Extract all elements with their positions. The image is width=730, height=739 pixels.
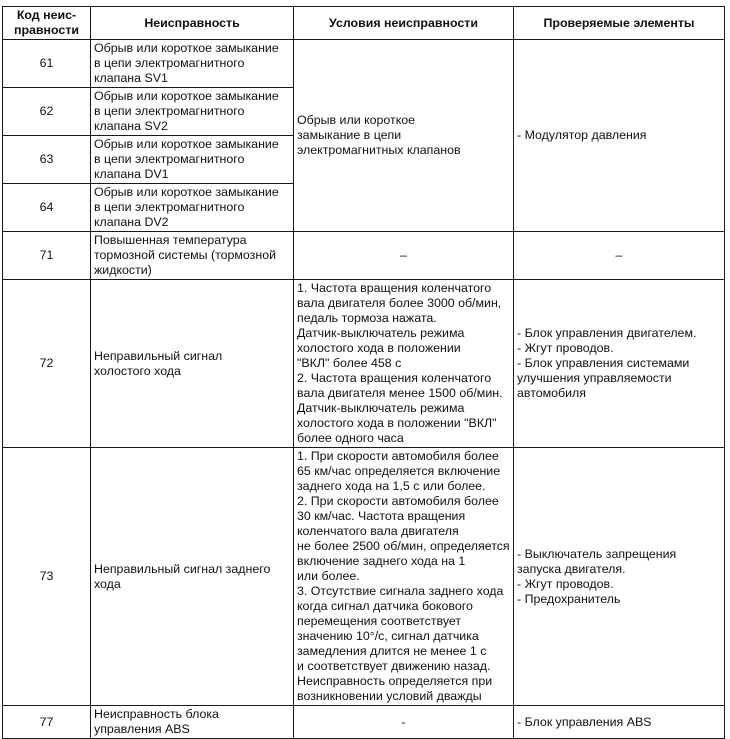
checked-cell: - Блок управления ABS <box>514 706 725 739</box>
fault-code-cell: 73 <box>3 448 91 706</box>
fault-cell: Обрыв или короткое замыкание в цепи электромагнитного клапана SV2 <box>91 88 294 136</box>
fault-code-cell: 61 <box>3 40 91 88</box>
checked-cell: - Блок управления двигателем. - Жгут проводов. - Блок управления системами улучшения управляемости автомобиля <box>514 280 725 448</box>
fault-code-cell: 77 <box>3 706 91 739</box>
fault-cell: Неправильный сигнал холостого хода <box>91 280 294 448</box>
checked-cell: - Выключатель запрещения запуска двигателя. - Жгут проводов. - Предохранитель <box>514 448 725 706</box>
header-conditions: Условия неисправности <box>294 7 514 40</box>
conditions-cell: – <box>294 232 514 280</box>
fault-code-cell: 64 <box>3 184 91 232</box>
conditions-cell-merged: Обрыв или короткое замыкание в цепи электромагнитных клапанов <box>294 40 514 232</box>
header-row <box>3 7 725 40</box>
fault-code-cell: 71 <box>3 232 91 280</box>
header-code: Код неис- правности <box>3 7 91 40</box>
table-row <box>3 706 725 739</box>
fault-cell: Обрыв или короткое замыкание в цепи электромагнитного клапана DV1 <box>91 136 294 184</box>
fault-cell: Повышенная температура тормозной системы (тормозной жидкости) <box>91 232 294 280</box>
fault-code-cell: 72 <box>3 280 91 448</box>
checked-cell: – <box>514 232 725 280</box>
fault-cell: Неисправность блока управления ABS <box>91 706 294 739</box>
header-checked: Проверяемые элементы <box>514 7 725 40</box>
fault-code-table <box>2 6 725 739</box>
fault-cell: Обрыв или короткое замыкание в цепи электромагнитного клапана SV1 <box>91 40 294 88</box>
fault-cell: Неправильный сигнал заднего хода <box>91 448 294 706</box>
table-row <box>3 232 725 280</box>
table-row <box>3 448 725 706</box>
checked-cell-merged: - Модулятор давления <box>514 40 725 232</box>
conditions-cell: 1. Частота вращения коленчатого вала двигателя более 3000 об/мин, педаль тормоза нажата. Датчик-выключатель режима холостого хода в положении "ВКЛ" более 458 с 2. Частота вращения коленчатого вала двигателя менее 1500 об/мин. Датчик-выключатель режима холостого хода в положении "ВКЛ" более одного часа <box>294 280 514 448</box>
fault-code-cell: 62 <box>3 88 91 136</box>
conditions-cell: 1. При скорости автомобиля более 65 км/час определяется включение заднего хода на 1,5 с или более. 2. При скорости автомобиля более 30 км/час. Частота вращения коленчатого вала двигателя не более 2500 об/мин, определяется включение заднего хода на 1 или более. 3. Отсутствие сигнала заднего хода когда сигнал датчика бокового перемещения соответствует значению 10°/с, сигнал датчика замедления длится не менее 1 с и соответствует движению назад. Неисправность определяется при возникновении условий дважды <box>294 448 514 706</box>
header-fault: Неисправность <box>91 7 294 40</box>
table-row <box>3 40 725 88</box>
fault-code-cell: 63 <box>3 136 91 184</box>
table-row <box>3 280 725 448</box>
conditions-cell: - <box>294 706 514 739</box>
fault-cell: Обрыв или короткое замыкание в цепи электромагнитного клапана DV2 <box>91 184 294 232</box>
